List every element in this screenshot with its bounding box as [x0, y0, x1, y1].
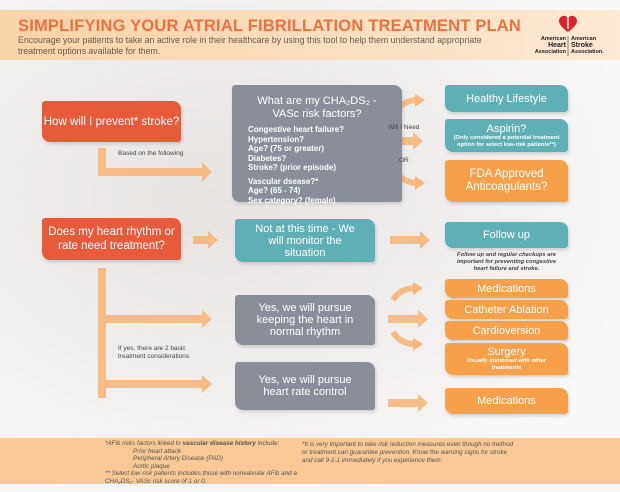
medications-box: Medications: [445, 279, 568, 298]
follow-up-box: Follow up: [445, 222, 568, 248]
arrow-to-rhythm: [106, 310, 212, 328]
anticoagulants-box: FDA Approved Anticoagulants?: [445, 160, 568, 202]
surgery-box: Surgery Usually combined with other treatments: [445, 343, 568, 375]
arrow-to-follow-up: [390, 231, 430, 249]
based-on-label: Based on the following: [118, 150, 184, 157]
will-i-need-label: Will I Need: [388, 124, 420, 131]
prevent-stroke-question: How will I prevent* stroke?: [42, 101, 181, 142]
risk-group-2: Vascular dsease?* Age? (65 - 74) Sex category? (female): [248, 176, 336, 205]
page-subtitle: Encourage your patients to take an active role in their healthcare by using this tool to help them understand appropriate treatment options available for them.: [18, 35, 482, 56]
page-title: SIMPLIFYING YOUR ATRIAL FIBRILLATION TREATMENT PLAN: [18, 17, 522, 35]
catheter-ablation-box: Catheter Ablation: [445, 300, 568, 319]
connector-vertical: [98, 268, 106, 398]
aha-text: American Heart Association: [534, 36, 566, 55]
risk-factors-title: What are my CHA₂DS₂ - VASc risk factors?: [257, 95, 377, 120]
rate-medications-box: Medications: [445, 388, 568, 414]
risk-group-1: Congestive heart failure? Hypertension? Age? (75 or greater) Diabetes? Stroke? (prior episode): [248, 125, 345, 172]
arrow-to-rate: [106, 375, 212, 393]
rate-control-box: Yes, we will pursue heart rate control: [235, 362, 375, 410]
footnote-left: *AFib risks factors linked to vascular disease history include: Prior heart attack Peripheral Artery Disease (PAD) Aortic plaque ** Select low-risk patients includes those with nonvalvular AFib and a CHA₂DS₂- VASc risk score of 1 or 0.: [105, 440, 297, 485]
arrow-to-surgery: [393, 332, 415, 344]
asa-text: American Stroke Association.: [571, 36, 604, 55]
or-label: OR: [399, 157, 409, 164]
if-yes-label: If yes, there are 2 basic treatment considerations: [118, 345, 190, 360]
follow-up-note: Follow up and regular checkups are important for preventing congestive heart failure and stroke.: [456, 252, 557, 272]
cardioversion-box: Cardioversion: [445, 321, 568, 340]
arrow-to-meds: [393, 288, 415, 300]
arrow-to-not-now: [193, 231, 218, 249]
aspirin-box: Aspirin? (Only considered a potential treatment option for select low-risk patients**): [445, 119, 568, 152]
healthy-lifestyle-box: Healthy Lifestyle: [445, 85, 568, 112]
arrow-to-medications: [388, 394, 428, 412]
arrow-to-ablation: [388, 310, 428, 328]
not-now-box: Not at this time - We will monitor the situation: [235, 219, 375, 262]
normal-rhythm-box: Yes, we will pursue keeping the heart in normal rhythm: [235, 295, 375, 345]
footnote-right: *It is very important to take risk reduction measures even though no method or treatment can guarantee prevention. Know the warning signs for stroke and call 9-1-1 immediately if you experience them.: [302, 441, 514, 464]
rhythm-question: Does my heart rhythm or rate need treatment?: [42, 218, 181, 260]
risk-factors-box: [232, 85, 402, 205]
